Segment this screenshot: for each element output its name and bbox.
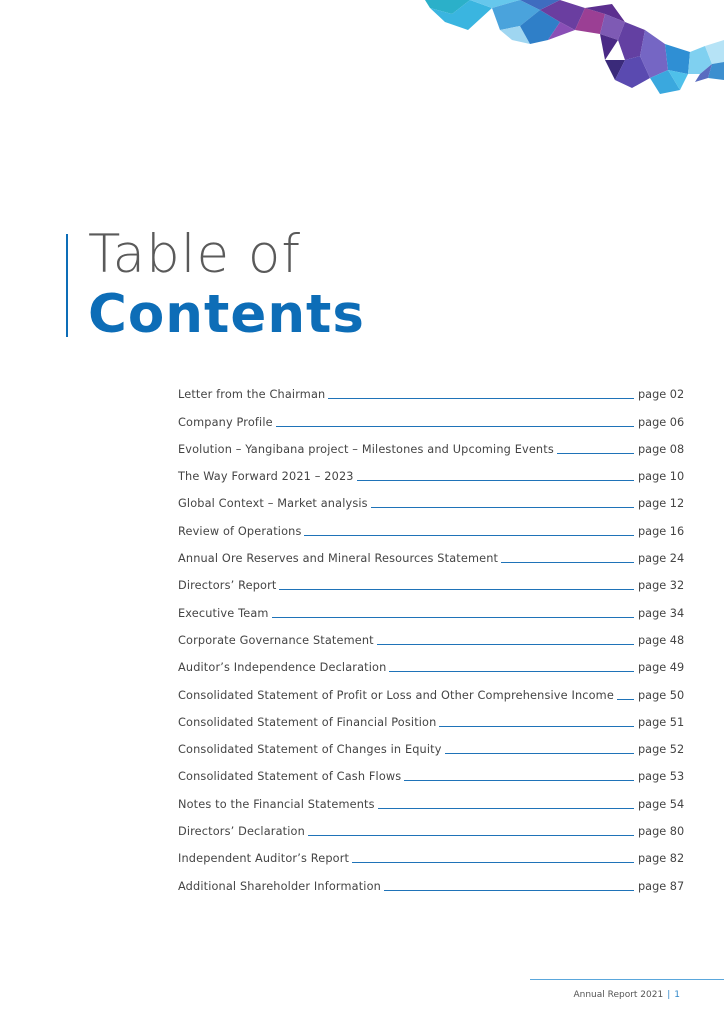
toc-entry[interactable] <box>178 408 685 435</box>
page-number: 1 <box>674 990 680 1000</box>
toc-entry-page: page 53 <box>638 770 685 784</box>
toc-entry[interactable] <box>178 818 685 845</box>
toc-entry[interactable] <box>178 545 685 572</box>
toc-entry-title: Consolidated Statement of Cash Flows <box>178 770 402 784</box>
toc-entry-title: Directors’ Declaration <box>178 825 305 839</box>
toc-entry-title: Evolution – Yangibana project – Milestones and Upcoming Events <box>178 442 554 456</box>
toc-entry-title: Annual Ore Reserves and Mineral Resources Statement <box>178 552 499 566</box>
toc-entry-title: Consolidated Statement of Financial Position <box>178 715 437 729</box>
toc-entry-title: The Way Forward 2021 – 2023 <box>178 470 354 484</box>
toc-leader-line <box>404 780 634 781</box>
toc-entry-page: page 08 <box>638 442 685 456</box>
toc-entry-page: page 54 <box>638 797 685 811</box>
toc-entry-page: page 16 <box>638 524 685 538</box>
toc-leader-line <box>377 644 634 645</box>
toc-entry-page: page 02 <box>638 388 685 402</box>
toc-entry[interactable] <box>178 599 685 626</box>
toc-leader-line <box>279 589 634 590</box>
toc-entry[interactable] <box>178 681 685 708</box>
toc-leader-line <box>557 453 634 454</box>
toc-entry[interactable] <box>178 872 685 899</box>
toc-entry-title: Company Profile <box>178 415 273 429</box>
toc-leader-line <box>371 507 634 508</box>
toc-entry-page: page 24 <box>638 552 685 566</box>
title-line-1: Table of <box>88 224 301 285</box>
toc-entry-title: Consolidated Statement of Profit or Loss and Other Comprehensive Income <box>178 688 614 702</box>
toc-leader-line <box>328 398 634 399</box>
toc-entry[interactable] <box>178 709 685 736</box>
toc-leader-line <box>357 480 634 481</box>
footer-label: Annual Report 2021 <box>573 990 664 1000</box>
toc-entry-page: page 48 <box>638 633 685 647</box>
toc-leader-line <box>304 535 634 536</box>
toc-entry-page: page 49 <box>638 661 685 675</box>
toc-entry-title: Notes to the Financial Statements <box>178 797 375 811</box>
toc-leader-line <box>352 862 634 863</box>
toc-entry-title: Consolidated Statement of Changes in Equity <box>178 743 442 757</box>
toc-entry-title: Letter from the Chairman <box>178 388 326 402</box>
toc-entry-page: page 52 <box>638 743 685 757</box>
toc-leader-line <box>384 890 634 891</box>
toc-entry[interactable] <box>178 490 685 517</box>
toc-entry-title: Global Context – Market analysis <box>178 497 368 511</box>
toc-entry-page: page 34 <box>638 606 685 620</box>
toc-entry-page: page 12 <box>638 497 685 511</box>
toc-entry[interactable] <box>178 654 685 681</box>
toc-leader-line <box>501 562 634 563</box>
toc-entry-title: Directors’ Report <box>178 579 277 593</box>
toc-entry-title: Corporate Governance Statement <box>178 633 374 647</box>
toc-entry-page: page 06 <box>638 415 685 429</box>
table-of-contents <box>178 381 685 900</box>
toc-entry[interactable] <box>178 790 685 817</box>
toc-leader-line <box>389 671 634 672</box>
toc-leader-line <box>439 726 634 727</box>
toc-entry-page: page 32 <box>638 579 685 593</box>
toc-entry-page: page 87 <box>638 879 685 893</box>
toc-leader-line <box>445 753 634 754</box>
toc-leader-line <box>308 835 634 836</box>
toc-entry[interactable] <box>178 463 685 490</box>
toc-entry-title: Independent Auditor’s Report <box>178 852 350 866</box>
title-line-2: Contents <box>88 284 365 345</box>
title-accent-bar <box>66 234 68 337</box>
toc-entry[interactable] <box>178 436 685 463</box>
toc-leader-line <box>272 617 634 618</box>
toc-leader-line <box>378 808 634 809</box>
toc-entry-page: page 10 <box>638 470 685 484</box>
toc-entry-page: page 50 <box>638 688 685 702</box>
footer-separator: | <box>667 990 671 1000</box>
toc-entry[interactable] <box>178 627 685 654</box>
toc-entry[interactable] <box>178 736 685 763</box>
toc-entry[interactable] <box>178 845 685 872</box>
toc-entry-title: Review of Operations <box>178 524 302 538</box>
toc-entry-title: Executive Team <box>178 606 269 620</box>
toc-entry[interactable] <box>178 763 685 790</box>
toc-entry-page: page 51 <box>638 715 685 729</box>
toc-entry[interactable] <box>178 572 685 599</box>
toc-leader-line <box>617 699 634 700</box>
toc-leader-line <box>276 426 634 427</box>
toc-entry-page: page 80 <box>638 825 685 839</box>
toc-entry[interactable] <box>178 381 685 408</box>
toc-entry-title: Auditor’s Independence Declaration <box>178 661 387 675</box>
toc-entry[interactable] <box>178 517 685 544</box>
footer-divider <box>530 979 724 980</box>
toc-entry-title: Additional Shareholder Information <box>178 879 381 893</box>
toc-entry-page: page 82 <box>638 852 685 866</box>
page-footer <box>573 990 680 1000</box>
decorative-polygon-banner <box>0 0 724 100</box>
